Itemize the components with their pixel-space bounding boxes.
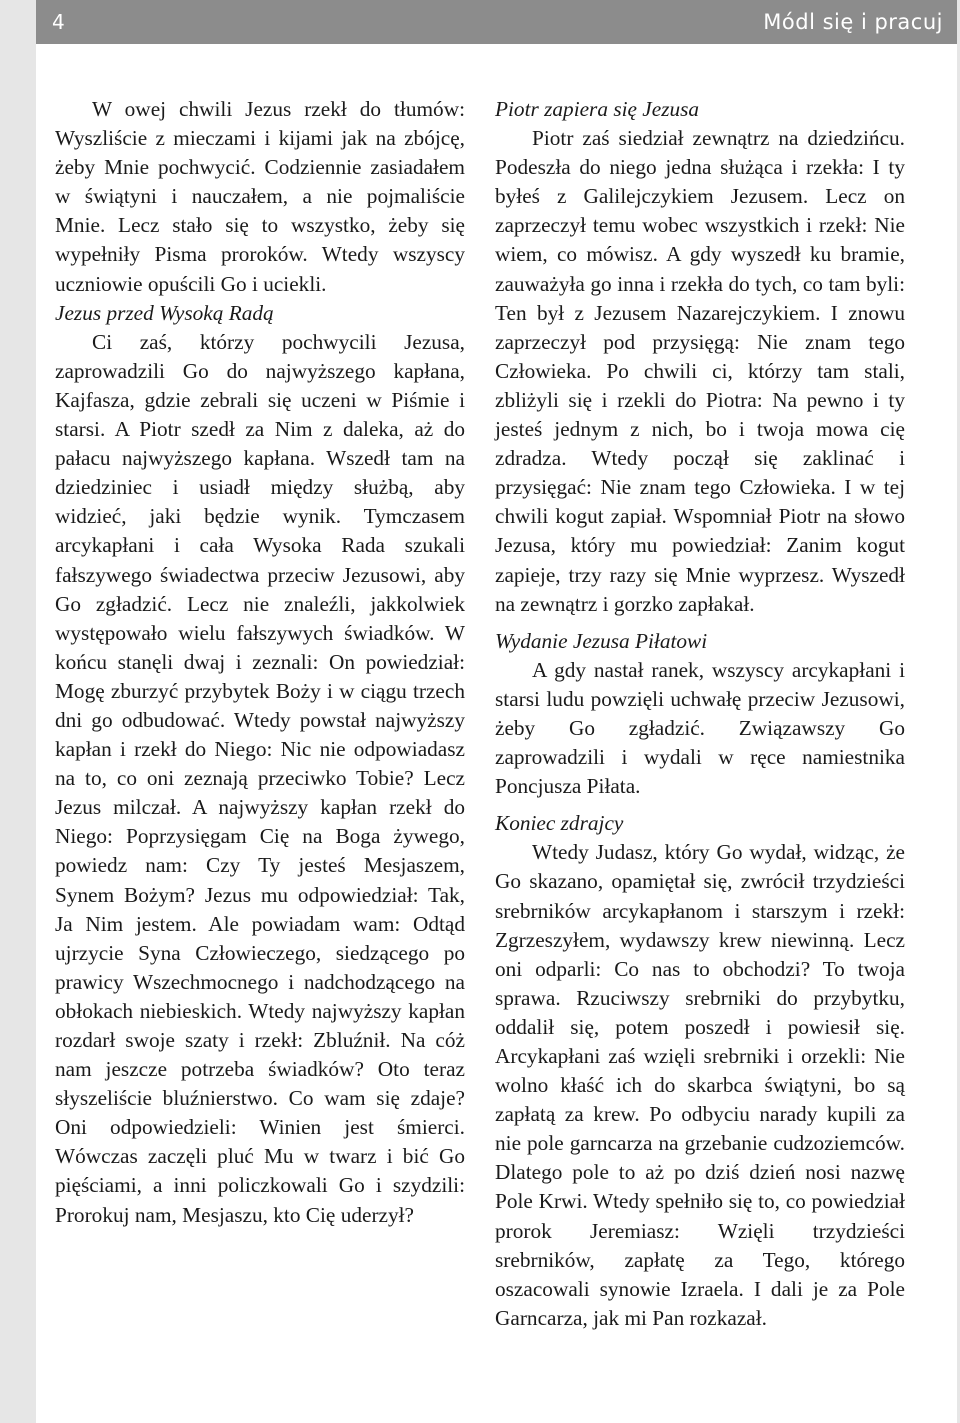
section-heading-peter-denies: Piotr zapiera się Jezusa: [495, 97, 700, 121]
section-heading-traitor-end: Koniec zdrajcy: [495, 811, 624, 836]
paragraph-tumult: W owej chwili Jezus rzekł do tłumów: Wyszliście z mieczami i kijami jak na zbójcę, żeby Mnie pochwycić. Codziennie zasiadałem w świątyni i nauczałem, a nie pojmaliście Mnie. Lecz stało się to wszystko, żeby się wypełniły Pisma proroków. Wtedy wszyscy uczniowie opuścili Go i uciekli.: [55, 97, 465, 296]
running-title: Módl się i pracuj: [763, 10, 943, 34]
paragraph-peter-denies: Piotr zaś siedział zewnątrz na dziedzińcu. Podeszła do niego jedna służąca i rzekła: I ty byłeś z Galilejczykiem Jezusem. Lecz on zaprzeczył temu wobec wszystkich i rzekł: Nie wiem, co mówisz. A gdy wyszedł ku bramie, zauważyła go inna i rzekła do tych, co tam byli: Ten był z Jezusem Nazarejczykiem. I znowu zaprzeczył pod przysięgą: Nie znam tego Człowieka. Po chwili ci, którzy tam stali, zbliżyli się i rzekli do Piotra: Na pewno i ty jesteś jednym z nich, bo i twoja mowa cię zdradza. Wtedy począł się zaklinać i przysięgać: Nie znam tego Człowieka. I w tej chwili kogut zapiał. Wspomniał Piotr na słowo Jezusa, który mu powiedział: Zanim kogut zapieje, trzy razy się Mnie wyprzesz. Wyszedł na zewnątrz i gorzko zapłakał.: [495, 126, 905, 616]
paragraph-pilate: A gdy nastał ranek, wszyscy arcykapłani i starsi ludu powzięli uchwałę przeciw Jezusowi, żeby Go zgładzić. Związawszy Go zaprowadzili i wydali w ręce namiestnika Poncjusza Piłata.: [495, 657, 905, 799]
page-number: 4: [52, 10, 65, 34]
section-heading-high-council: Jezus przed Wysoką Radą: [55, 300, 274, 325]
paragraph-high-council: Ci zaś, którzy pochwycili Jezusa, zaprowadzili Go do najwyższego kapłana, Kajfasza, gdzie zebrali się uczeni w Piśmie i starsi. A Piotr szedł za Nim z daleka, aż do pałacu najwyższego kapłana. Wszedł tam na dziedziniec i usiadł między służbą, aby widzieć, jaki będzie wynik. Tymczasem arcykapłani i cała Wysoka Rada szukali fałszywego świadectwa przeciw Jezusowi, aby Go zgładzić. Lecz nie znaleźli, jakkolwiek występowało wielu fałszywych świadków. W końcu stanęli dwaj i zeznali: On powiedział: Mogę zburzyć przybytek Boży i w ciągu trzech dni go odbudować. Wtedy powstał najwyższy kapłan i rzekł do Niego: Nic nie odpowiadasz na to, co oni zeznają przeciwko Tobie? Lecz Jezus milczał. A najwyższy kapłan rzekł do Niego: Poprzysięgam Cię na Boga żywego, powiedz nam: Czy Ty jesteś Mesjaszem, Synem Bożym? Jezus mu odpowiedział: Tak, Ja Nim jestem. Ale powiadam wam: Odtąd ujrzycie Syna Człowieczego, siedzącego po prawicy Wszechmocnego i nadchodzącego na obłokach niebieskich. Wtedy najwyższy kapłan rozdarł swoje szaty i rzekł: Zbluźnił. Na cóż nam jeszcze potrzeba świadków? Oto teraz słyszeliście bluźnierstwo. Co wam się zdaje? Oni odpowiedzieli: Winien jest śmierci. Wówczas zaczęli pluć Mu w twarz i bić Go pięściami, a inni policzkowali Go i szydzili: Prorokuj nam, Mesjaszu, kto Cię uderzył?: [55, 329, 465, 1227]
page-header: [36, 0, 957, 44]
section-heading-pilate: Wydanie Jezusa Piłatowi: [495, 628, 708, 653]
page-edge-left: [0, 0, 36, 1423]
right-column: [495, 95, 905, 1333]
paragraph-traitor-end: Wtedy Judasz, który Go wydał, widząc, że Go skazano, opamiętał się, zwrócił trzydzieści srebrników arcykapłanom i starszym i rzekł: Zgrzeszyłem, wydawszy krew niewinną. Lecz oni odparli: Co nas to obchodzi? To twoja sprawa. Rzuciwszy srebrniki do przybytku, oddalił się, potem poszedł i powiesił się. Arcykapłani zaś wzięli srebrniki i orzekli: Nie wolno kłaść ich do skarbca świątyni, bo są zapłatą za krew. Po odbyciu narady kupili za nie pole garncarza na grzebanie cudzoziemców. Dlatego pole to aż po dziś dzień nosi nazwę Pole Krwi. Wtedy spełniło się to, co powiedział prorok Jeremiasz: Wzięli trzydzieści srebrników, zapłatę za Tego, którego oszacowali synowie Izraela. I dali je za Pole Garncarza, jak mi Pan rozkazał.: [495, 840, 905, 1330]
left-column: [55, 95, 465, 1230]
